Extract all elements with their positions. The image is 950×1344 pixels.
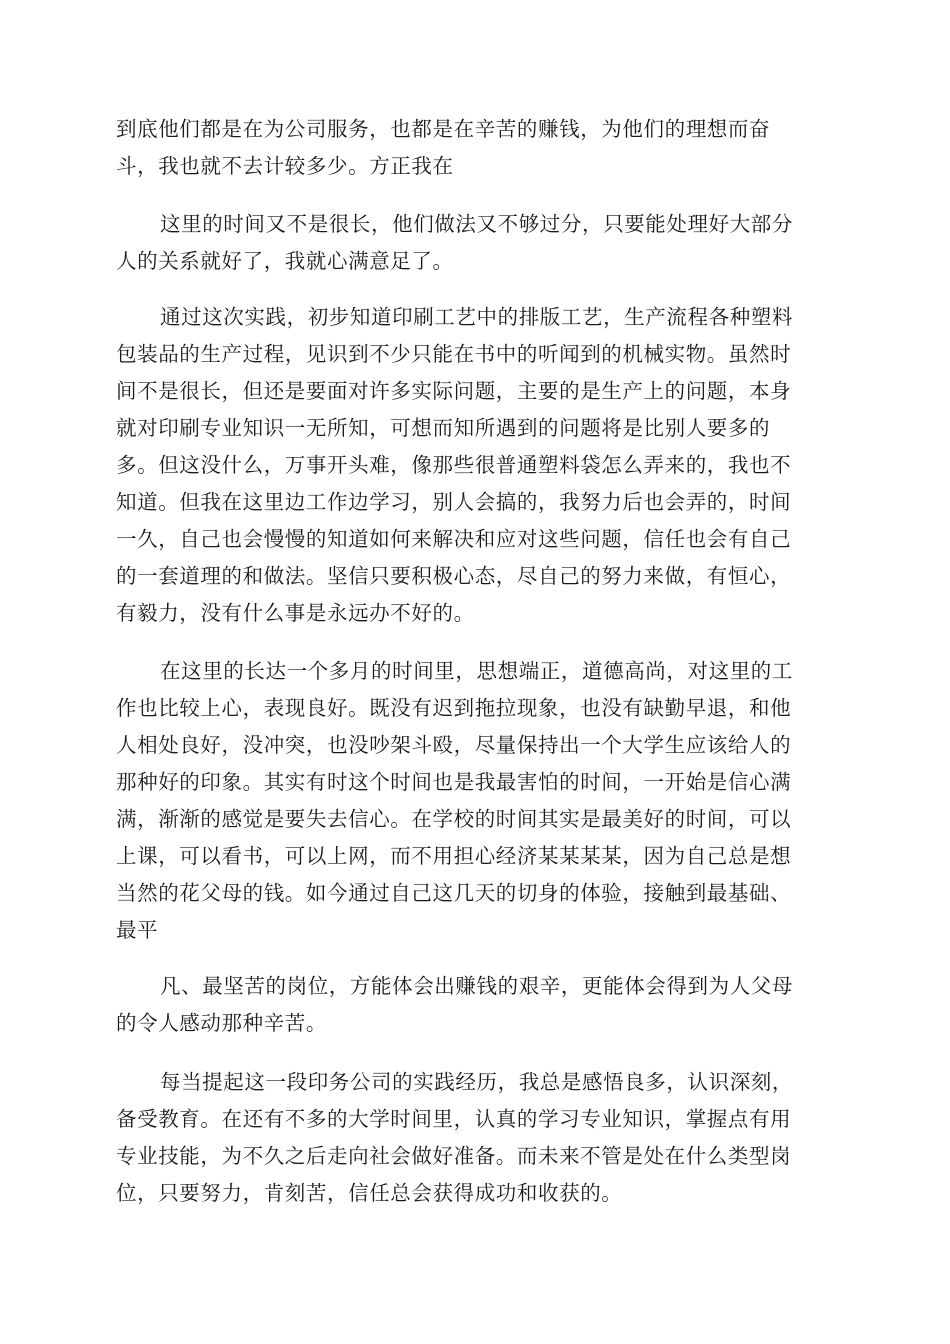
paragraph-line: 凡、最坚苦的岗位，方能体会出赚钱的艰辛，更能体会得到为人父母 xyxy=(160,974,793,998)
paragraph-line: 每当提起这一段印务公司的实践经历，我总是感悟良多，认识深刻， xyxy=(160,1070,793,1094)
paragraph-line: 位，只要努力，肯刻苦，信任总会获得成功和收获的。 xyxy=(116,1181,623,1205)
paragraph-line: 满，渐渐的感觉是要失去信心。在学校的时间其实是最美好的时间，可以 xyxy=(116,807,792,831)
paragraph-line: 这里的时间又不是很长，他们做法又不够过分，只要能处理好大部分 xyxy=(160,212,793,236)
paragraph-4 xyxy=(116,653,836,949)
paragraph-line: 人相处良好，没冲突，也没吵架斗殴，尽量保持出一个大学生应该给人的 xyxy=(116,733,792,757)
paragraph-line: 那种好的印象。其实有时这个时间也是我最害怕的时间，一开始是信心满 xyxy=(116,770,792,794)
paragraph-line: 在这里的长达一个多月的时间里，思想端正，道德高尚，对这里的工 xyxy=(160,659,793,683)
paragraph-line: 备受教育。在还有不多的大学时间里，认真的学习专业知识，掌握点有用 xyxy=(116,1107,792,1131)
paragraph-1 xyxy=(116,111,836,185)
paragraph-2 xyxy=(116,206,836,280)
paragraph-line: 有毅力，没有什么事是永远办不好的。 xyxy=(116,601,475,625)
paragraph-line: 通过这次实践，初步知道印刷工艺中的排版工艺，生产流程各种塑料 xyxy=(160,305,793,329)
paragraph-line: 当然的花父母的钱。如今通过自己这几天的切身的体验，接触到最基础、 xyxy=(116,881,792,905)
paragraph-line: 专业技能，为不久之后走向社会做好准备。而未来不管是处在什么类型岗 xyxy=(116,1144,792,1168)
paragraph-line: 包装品的生产过程，见识到不少只能在书中的听闻到的机械实物。虽然时 xyxy=(116,342,792,366)
paragraph-line: 多。但这没什么，万事开头难，像那些很普通塑料袋怎么弄来的，我也不 xyxy=(116,453,792,477)
paragraph-line: 的一套道理的和做法。坚信只要积极心态，尽自己的努力来做，有恒心， xyxy=(116,564,792,588)
paragraph-6 xyxy=(116,1064,836,1212)
paragraph-line: 作也比较上心，表现良好。既没有迟到拖拉现象，也没有缺勤早退，和他 xyxy=(116,696,792,720)
paragraph-5 xyxy=(116,968,836,1042)
paragraph-3 xyxy=(116,299,836,632)
paragraph-line: 知道。但我在这里边工作边学习，别人会搞的，我努力后也会弄的，时间 xyxy=(116,490,792,514)
paragraph-line: 斗，我也就不去计较多少。方正我在 xyxy=(116,154,454,178)
paragraph-line: 一久，自己也会慢慢的知道如何来解决和应对这些问题，信任也会有自己 xyxy=(116,527,792,551)
paragraph-line: 上课，可以看书，可以上网，而不用担心经济某某某某，因为自己总是想 xyxy=(116,844,792,868)
paragraph-line: 人的关系就好了，我就心满意足了。 xyxy=(116,249,454,273)
paragraph-line: 的令人感动那种辛苦。 xyxy=(116,1011,327,1035)
paragraph-line: 就对印刷专业知识一无所知，可想而知所遇到的问题将是比别人要多的 xyxy=(116,416,771,440)
paragraph-line: 最平 xyxy=(116,918,159,942)
paragraph-line: 到底他们都是在为公司服务，也都是在辛苦的赚钱，为他们的理想而奋 xyxy=(116,117,771,141)
paragraph-line: 间不是很长，但还是要面对许多实际问题，主要的是生产上的问题，本身 xyxy=(116,379,792,403)
